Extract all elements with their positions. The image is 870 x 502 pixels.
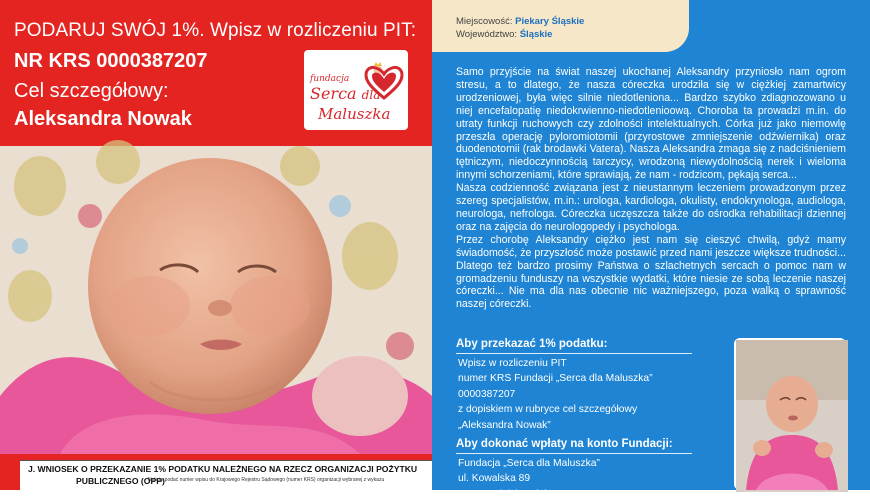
goal-label: Cel szczegółowy: bbox=[14, 80, 169, 103]
child-photo bbox=[0, 146, 432, 454]
city-label: Miejscowość: bbox=[456, 16, 513, 27]
logo-fundacja: fundacja bbox=[310, 74, 349, 84]
krs-number: NR KRS 0000387207 bbox=[14, 50, 207, 73]
transfer-line: Fundacja „Serca dla Maluszka” bbox=[456, 456, 728, 472]
story-paragraph: Samo przyjście na świat naszej ukochanej Aleksandry przyniosło nam ogrom stresu, a to dlatego, że nasza córeczka urodziła się w ciężkiej zamartwicy urodzeniowej, była więc silnie niedotleniona... Bardzo szybko zdiagnozowano u niej encefalopatię niedokrwienno-niedotlenioową. Choroba ta prowadzi m.in. do utraty funkcji ruchowych czy zdolności intelektualnych. Córka już jako niemowlę przeszła operację pyloromiotomii (przyrostowe zmniejszenie odźwiernika) oraz duodenotomii (rak brodawki Vatera). Nasza Aleksandra zmaga się z nadciśnieniem tętniczym, niedoczynnością tarczycy, wrodzoną niewydolnością nerek i wieloma innymi schorzeniami, które sprawiają, że nam - rodzicom, pękają serca... bbox=[456, 66, 846, 182]
region-value: Śląskie bbox=[520, 29, 553, 40]
tax-title: Aby przekazać 1% podatku: bbox=[456, 337, 692, 354]
transfer-line: 43-300 Bielsko-Biała bbox=[456, 487, 728, 502]
city-row bbox=[456, 16, 584, 27]
child-photo-small bbox=[734, 338, 846, 490]
tax-line: 0000387207 bbox=[456, 387, 728, 403]
location-box bbox=[432, 0, 689, 52]
story-paragraph: Przez chorobę Aleksandry ciężko jest nam się cieszyć chwilą, gdyż mamy świadomość, że przyszłość może postawić przed nami jeszcze większe trudności... Dlatego też bardzo prosimy Państwa o szlachetnych sercach o pomoc nam w gromadzeniu funduszy na wszystkie wydatki, które niesie ze sobą leczenie naszej córeczki... Nie ma dla nas obecnie nic ważniejszego, poza walką o sprawność naszej córeczki. bbox=[456, 234, 846, 311]
story-paragraph: Nasza codzienność związana jest z nieustannym leczeniem prowadzonym przez szereg specjalistów, m.in.: urologa, kardiologa, okulisty, endokrynologa, audiologa, neurologa, nefrologa. Córeczka uczęszcza także do ośrodka rehabilitacji dziennej oraz na zajęcia do neurologopedy i psychologa. bbox=[456, 182, 846, 234]
form-heading: J. WNIOSEK O PRZEKAZANIE 1% PODATKU NALEŻNEGO NA RZECZ ORGANIZACJI POŻYTKU bbox=[28, 464, 417, 474]
story-text bbox=[456, 66, 846, 311]
pit-instruction: PODARUJ SWÓJ 1%. Wpisz w rozliczeniu PIT: bbox=[14, 20, 416, 42]
form-heading-2: PUBLICZNEGO (OPP) bbox=[76, 476, 165, 486]
foundation-logo bbox=[304, 50, 408, 130]
transfer-line: ul. Kowalska 89 bbox=[456, 471, 728, 487]
pit-form-excerpt bbox=[20, 460, 432, 490]
left-panel bbox=[0, 0, 432, 490]
tax-line: Wpisz w rozliczeniu PIT bbox=[456, 356, 728, 372]
tax-line: z dopiskiem w rubryce cel szczegółowy bbox=[456, 402, 728, 418]
city-value: Piekary Śląskie bbox=[515, 16, 584, 27]
right-panel bbox=[432, 0, 870, 490]
tax-line: numer KRS Fundacji „Serca dla Maluszka” bbox=[456, 371, 728, 387]
region-row bbox=[456, 29, 552, 40]
tax-line: „Aleksandra Nowak” bbox=[456, 418, 728, 434]
region-label: Województwo: bbox=[456, 29, 517, 40]
logo-maluszka: Maluszka bbox=[318, 105, 390, 123]
transfer-title: Aby dokonać wpłaty na konto Fundacji: bbox=[456, 437, 692, 454]
donation-instructions bbox=[456, 337, 728, 502]
beneficiary-name: Aleksandra Nowak bbox=[14, 108, 192, 131]
logo-serca: Serca dla bbox=[310, 84, 380, 103]
form-note: Należy podać numer wpisu do Krajowego Rejestru Sądowego (numer KRS) organizacji wybranej z wykazu bbox=[148, 477, 384, 483]
